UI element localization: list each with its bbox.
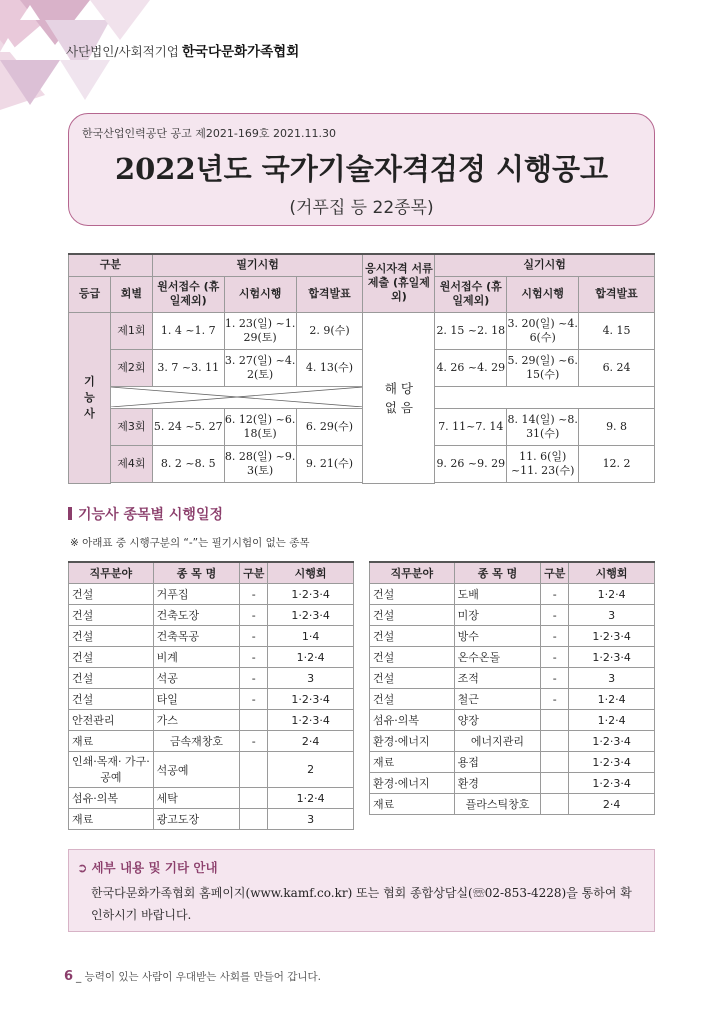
name-cell: 타일: [153, 689, 240, 710]
field-cell: 섬유·의복: [370, 710, 455, 731]
type-cell: -: [240, 731, 268, 752]
table-row: [69, 349, 655, 386]
round-cell: 제3회: [110, 408, 152, 445]
field-cell: 건설: [69, 689, 154, 710]
name-cell: 미장: [454, 605, 541, 626]
table-row: [370, 731, 655, 752]
header-practical-result: 합격발표: [579, 276, 655, 312]
table-row: [370, 584, 655, 605]
round-cell: 제4회: [110, 445, 152, 482]
cross-lines: [111, 387, 363, 407]
rounds-cell: 1·2·4: [569, 710, 655, 731]
type-cell: [240, 710, 268, 731]
header-gubun: 구분: [69, 254, 153, 276]
name-cell: 건축목공: [153, 626, 240, 647]
rounds-cell: 1·2·4: [569, 584, 655, 605]
name-cell: 조적: [454, 668, 541, 689]
type-cell: -: [541, 605, 569, 626]
table-row: [69, 809, 354, 830]
practical-result-cell: 9. 8: [579, 408, 655, 445]
table-row: [370, 647, 655, 668]
rounds-cell: 3: [268, 809, 354, 830]
rounds-cell: 1·2·4: [569, 689, 655, 710]
practical-exam-cell: 11. 6(일) ~11. 23(수): [507, 445, 579, 482]
practical-exam-cell: 8. 14(일) ~8. 31(수): [507, 408, 579, 445]
field-cell: 건설: [69, 626, 154, 647]
rounds-cell: 1·2·3·4: [569, 752, 655, 773]
round-cell: 제2회: [110, 349, 152, 386]
written-result-cell: 4. 13(수): [296, 349, 363, 386]
type-cell: [541, 794, 569, 815]
name-cell: 건축도장: [153, 605, 240, 626]
field-cell: 건설: [370, 689, 455, 710]
type-cell: [541, 752, 569, 773]
written-exam-cell: 3. 27(일) ~4. 2(토): [224, 349, 296, 386]
type-cell: [240, 788, 268, 809]
notice-title-box: [68, 113, 655, 226]
info-title: [77, 858, 218, 876]
header-type: 구분: [541, 562, 569, 584]
rounds-cell: 2·4: [268, 731, 354, 752]
field-cell: 건설: [370, 584, 455, 605]
table-row: [69, 445, 655, 482]
header-rounds: 시행회: [268, 562, 354, 584]
header-practical-apply: 원서접수 (휴일제외): [435, 276, 507, 312]
written-apply-cell: 5. 24 ~5. 27: [152, 408, 224, 445]
written-result-cell: 6. 29(수): [296, 408, 363, 445]
type-cell: -: [240, 668, 268, 689]
table-row: [370, 626, 655, 647]
section-note: ※ 아래표 중 시행구분의 “-”는 필기시험이 없는 종목: [70, 537, 310, 549]
header-written-result: 합격발표: [296, 276, 363, 312]
field-cell: 건설: [69, 668, 154, 689]
field-cell: 안전관리: [69, 710, 154, 731]
written-apply-cell: 8. 2 ~8. 5: [152, 445, 224, 482]
field-cell: 환경·에너지: [370, 731, 455, 752]
field-cell: 건설: [69, 584, 154, 605]
type-cell: -: [240, 626, 268, 647]
table-row: [69, 689, 354, 710]
type-cell: -: [240, 689, 268, 710]
header-field: 직무분야: [370, 562, 455, 584]
name-cell: 에너지관리: [454, 731, 541, 752]
rounds-cell: 1·2·3·4: [569, 647, 655, 668]
info-box: [68, 849, 655, 932]
notice-subtitle: (거푸집 등 22종목): [289, 198, 434, 218]
rounds-cell: 1·2·3·4: [569, 626, 655, 647]
rounds-cell: 3: [569, 605, 655, 626]
rounds-cell: 1·2·3·4: [268, 710, 354, 731]
written-exam-cell: 8. 28(일) ~9. 3(토): [224, 445, 296, 482]
info-text: 한국다문화가족협회 홈페이지(www.kamf.co.kr) 또는 협회 종합상담실(☏02-853-4228)을 통하여 확인하시기 바랍니다.: [91, 886, 632, 922]
header-name: 종 목 명: [454, 562, 541, 584]
field-cell: 건설: [370, 626, 455, 647]
section-bar-icon: [68, 507, 72, 520]
name-cell: 가스: [153, 710, 240, 731]
table-row: [69, 312, 655, 349]
practical-exam-cell: 5. 29(일) ~6. 15(수): [507, 349, 579, 386]
section-title: [68, 504, 223, 524]
org-prefix: 사단법인/사회적기업: [66, 44, 179, 59]
practical-apply-cell: 7. 11~7. 14: [435, 408, 507, 445]
type-cell: -: [541, 668, 569, 689]
organization-header: [66, 40, 299, 60]
info-title-text: 세부 내용 및 기타 안내: [91, 860, 218, 875]
name-cell: 온수온돌: [454, 647, 541, 668]
empty-crossed-cell: [110, 386, 363, 408]
rounds-cell: 2: [268, 752, 354, 788]
job-schedule-table-right: [369, 561, 655, 815]
header-type: 구분: [240, 562, 268, 584]
field-cell: 건설: [370, 668, 455, 689]
header-level: 등급: [69, 276, 111, 312]
arrow-icon: ➲: [77, 860, 88, 875]
written-exam-cell: 6. 12(일) ~6. 18(토): [224, 408, 296, 445]
practical-apply-cell: 4. 26 ~4. 29: [435, 349, 507, 386]
header-qualification-docs: 응시자격 서류제출 (휴일제외): [363, 254, 435, 312]
rounds-cell: 1·2·3·4: [268, 584, 354, 605]
practical-result-cell: 4. 15: [579, 312, 655, 349]
field-cell: 재료: [370, 794, 455, 815]
name-cell: 용접: [454, 752, 541, 773]
qualification-cell: 해 당 없 음: [363, 312, 435, 483]
table-row: [370, 752, 655, 773]
name-cell: 세탁: [153, 788, 240, 809]
name-cell: 양장: [454, 710, 541, 731]
practical-result-cell: 6. 24: [579, 349, 655, 386]
type-cell: -: [541, 647, 569, 668]
page-number: 6: [64, 969, 74, 984]
table-row: [370, 668, 655, 689]
table-row: [69, 731, 354, 752]
round-cell: 제1회: [110, 312, 152, 349]
table-row: [69, 584, 354, 605]
practical-apply-cell: 2. 15 ~2. 18: [435, 312, 507, 349]
name-cell: 환경: [454, 773, 541, 794]
rounds-cell: 1·2·3·4: [268, 605, 354, 626]
table-row: [370, 710, 655, 731]
table-row: [69, 626, 354, 647]
written-result-cell: 2. 9(수): [296, 312, 363, 349]
header-written-exam-date: 시험시행: [224, 276, 296, 312]
field-cell: 건설: [69, 647, 154, 668]
table-row: [370, 794, 655, 815]
table-row: [69, 788, 354, 809]
header-practical-exam-date: 시험시행: [507, 276, 579, 312]
written-exam-cell: 1. 23(일) ~1. 29(토): [224, 312, 296, 349]
type-cell: [541, 773, 569, 794]
rounds-cell: 3: [268, 668, 354, 689]
name-cell: 방수: [454, 626, 541, 647]
rounds-cell: 1·2·3·4: [569, 731, 655, 752]
type-cell: -: [240, 584, 268, 605]
header-field: 직무분야: [69, 562, 154, 584]
section-title-text: 기능사 종목별 시행일정: [78, 507, 223, 523]
written-apply-cell: 1. 4 ~1. 7: [152, 312, 224, 349]
empty-cell: [435, 386, 655, 408]
table-row: [69, 710, 354, 731]
table-row: [370, 689, 655, 710]
header-round: 회별: [110, 276, 152, 312]
type-cell: [240, 752, 268, 788]
table-row: [370, 605, 655, 626]
table-row: [69, 408, 655, 445]
table-row-empty: [69, 386, 655, 408]
notice-title: 2022년도 국가기술자격검정 시행공고: [114, 152, 609, 186]
field-cell: 재료: [69, 731, 154, 752]
rounds-cell: 1·2·4: [268, 788, 354, 809]
footer-text: _ 능력이 있는 사람이 우대받는 사회를 만들어 갑니다.: [76, 971, 322, 983]
table-row: [69, 605, 354, 626]
name-cell: 플라스틱창호: [454, 794, 541, 815]
written-result-cell: 9. 21(수): [296, 445, 363, 482]
exam-schedule-table: [68, 253, 655, 484]
practical-apply-cell: 9. 26 ~9. 29: [435, 445, 507, 482]
name-cell: 광고도장: [153, 809, 240, 830]
field-cell: 재료: [370, 752, 455, 773]
name-cell: 비계: [153, 647, 240, 668]
header-name: 종 목 명: [153, 562, 240, 584]
field-cell: 환경·에너지: [370, 773, 455, 794]
header-written-apply: 원서접수 (휴일제외): [152, 276, 224, 312]
header-practical-exam: 실기시험: [435, 254, 655, 276]
name-cell: 거푸집: [153, 584, 240, 605]
field-cell: 섬유·의복: [69, 788, 154, 809]
rounds-cell: 1·2·3·4: [268, 689, 354, 710]
type-cell: -: [541, 626, 569, 647]
name-cell: 철근: [454, 689, 541, 710]
type-cell: [541, 731, 569, 752]
rounds-cell: 1·2·4: [268, 647, 354, 668]
name-cell: 금속재창호: [153, 731, 240, 752]
rounds-cell: 3: [569, 668, 655, 689]
table-row: [69, 647, 354, 668]
notice-number: 한국산업인력공단 공고 제2021-169호 2021.11.30: [82, 127, 336, 140]
rounds-cell: 2·4: [569, 794, 655, 815]
level-cell: 기능사: [69, 312, 111, 483]
header-written-exam: 필기시험: [152, 254, 363, 276]
rounds-cell: 1·2·3·4: [569, 773, 655, 794]
name-cell: 도배: [454, 584, 541, 605]
field-cell: 인쇄·목재· 가구·공예: [69, 752, 154, 788]
field-cell: 건설: [370, 647, 455, 668]
type-cell: [541, 710, 569, 731]
type-cell: -: [541, 584, 569, 605]
rounds-cell: 1·4: [268, 626, 354, 647]
field-cell: 건설: [370, 605, 455, 626]
name-cell: 석공: [153, 668, 240, 689]
type-cell: -: [541, 689, 569, 710]
type-cell: [240, 809, 268, 830]
practical-result-cell: 12. 2: [579, 445, 655, 482]
field-cell: 건설: [69, 605, 154, 626]
table-row: [69, 668, 354, 689]
header-rounds: 시행회: [569, 562, 655, 584]
table-row: [69, 752, 354, 788]
field-cell: 재료: [69, 809, 154, 830]
type-cell: -: [240, 647, 268, 668]
type-cell: -: [240, 605, 268, 626]
written-apply-cell: 3. 7 ~3. 11: [152, 349, 224, 386]
job-schedule-table-left: [68, 561, 354, 830]
table-row: [370, 773, 655, 794]
org-name: 한국다문화가족협회: [181, 44, 300, 60]
page-footer: [64, 969, 321, 984]
practical-exam-cell: 3. 20(일) ~4. 6(수): [507, 312, 579, 349]
name-cell: 석공예: [153, 752, 240, 788]
